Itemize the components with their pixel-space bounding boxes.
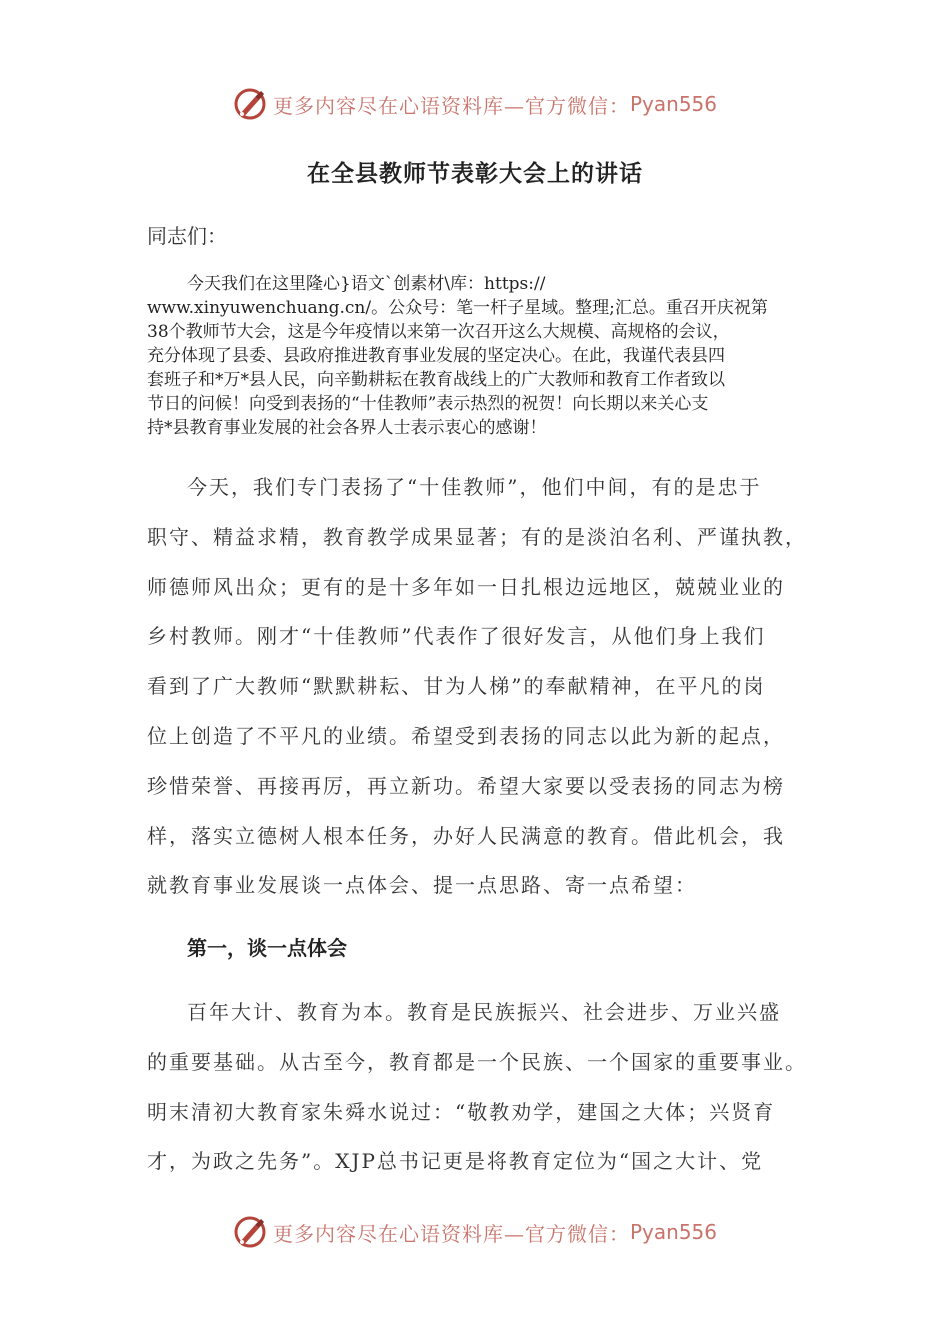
pen-logo-icon — [233, 87, 267, 121]
intro-paragraph — [147, 272, 812, 440]
text-line: 珍惜荣誉、再接再厉，再立新功。希望大家要以受表扬的同志为榜 — [147, 773, 785, 798]
banner-text: 更多内容尽在心语资料库—官方微信： — [272, 93, 630, 118]
text-line: 明末清初大教育家朱舜水说过：“敬教劝学，建国之大体；兴贤育 — [147, 1099, 776, 1124]
text-line: 今天我们在这里隆心}语文`创素材\库：https:// — [187, 274, 546, 294]
salutation: 同志们： — [147, 224, 227, 248]
text-line: 才，为政之先务”。XJP总书记更是将教育定位为“国之大计、党 — [147, 1149, 764, 1174]
text-line: 师德师风出众；更有的是十多年如一日扎根边远地区，兢兢业业的 — [147, 574, 785, 599]
text-line: 样，落实立德树人根本任务，办好人民满意的教育。借此机会，我 — [147, 823, 785, 848]
document-title: 在全县教师节表彰大会上的讲话 — [307, 161, 643, 187]
section-heading: 第一，谈一点体会 — [187, 936, 347, 960]
text-line: 乡村教师。刚才“十佳教师”代表作了很好发言，从他们身上我们 — [147, 624, 766, 649]
text-line: 百年大计、教育为本。教育是民族振兴、社会进步、万业兴盛 — [187, 1000, 781, 1024]
banner-text: 更多内容尽在心语资料库—官方微信： — [272, 1221, 630, 1246]
text-line: 就教育事业发展谈一点体会、提一点思路、寄一点希望： — [147, 873, 697, 898]
header-watermark-banner — [0, 84, 950, 124]
text-line: 充分体现了县委、县政府推进教育事业发展的坚定决心。在此，我谨代表县四 — [147, 346, 725, 366]
text-line: 持*县教育事业发展的社会各界人士表示衷心的感谢！ — [147, 418, 547, 438]
section-paragraph — [147, 988, 817, 1187]
text-line: 的重要基础。从古至今，教育都是一个民族、一个国家的重要事业。 — [147, 1049, 807, 1074]
text-line: 节日的问候！向受到表扬的“十佳教师”表示热烈的祝贺！向长期以来关心支 — [147, 394, 709, 414]
banner-wechat-id: Pyan556 — [629, 1220, 717, 1244]
text-line: 38个教师节大会，这是今年疫情以来第一次召开这么大规模、高规格的会议， — [147, 322, 730, 342]
text-line: 位上创造了不平凡的业绩。希望受到表扬的同志以此为新的起点， — [147, 723, 785, 748]
text-line: 今天，我们专门表扬了“十佳教师”，他们中间，有的是忠于 — [187, 475, 762, 499]
text-line: 套班子和*万*县人民，向辛勤耕耘在教育战线上的广大教师和教育工作者致以 — [147, 370, 725, 390]
commendation-paragraph — [147, 463, 817, 911]
pen-logo-icon — [233, 1215, 267, 1249]
text-line: 职守、精益求精，教育教学成果显著；有的是淡泊名利、严谨执教， — [147, 524, 807, 549]
text-line: www.xinyuwenchuang.cn/。公众号：笔一杆子星域。整理;汇总。重召开庆祝第 — [147, 298, 768, 318]
banner-wechat-id: Pyan556 — [629, 92, 717, 116]
footer-watermark-banner — [0, 1212, 950, 1252]
text-line: 看到了广大教师“默默耕耘、甘为人梯”的奉献精神，在平凡的岗 — [147, 674, 766, 699]
